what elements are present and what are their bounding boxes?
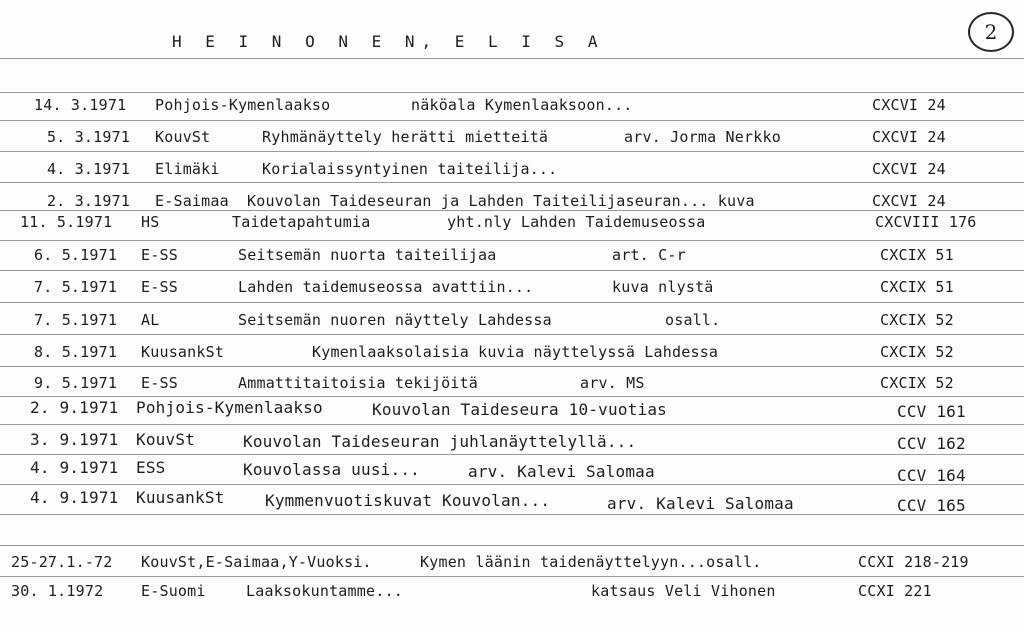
- entry-reference: CXCVIII 176: [875, 213, 977, 231]
- ruled-line: [0, 576, 1024, 577]
- entry-date: 8. 5.1971: [34, 343, 118, 361]
- entry-source: E-SS: [141, 278, 178, 296]
- entry-date: 30. 1.1972: [11, 582, 104, 600]
- entry-title: Ryhmänäyttely herätti mietteitä: [262, 128, 549, 146]
- ruled-line: [0, 334, 1024, 335]
- entry-title: Kymenlaaksolaisia kuvia näyttelyssä Lahdessa: [312, 343, 719, 361]
- entry-reference: CCV 165: [897, 496, 966, 515]
- entry-reference: CXCIX 52: [880, 374, 954, 392]
- entry-title: Kymen läänin taidenäyttelyyn...osall.: [420, 553, 762, 571]
- entry-source: AL: [141, 311, 160, 329]
- entry-source: Pohjois-Kymenlaakso: [155, 96, 331, 114]
- ruled-line: [0, 210, 1024, 211]
- entry-date: 3. 9.1971: [30, 430, 119, 449]
- entry-source: KuusankSt: [136, 488, 225, 507]
- ruled-line: [0, 270, 1024, 271]
- ruled-line: [0, 182, 1024, 183]
- entry-note: yht.nly Lahden Taidemuseossa: [447, 213, 706, 231]
- entry-note: kuva nlystä: [612, 278, 714, 296]
- ruled-line: [0, 424, 1024, 425]
- entry-date: 14. 3.1971: [34, 96, 127, 114]
- entry-title: Kouvolan Taideseuran ja Lahden Taiteilijaseuran... kuva: [247, 192, 755, 210]
- entry-title: Kymmenvuotiskuvat Kouvolan...: [265, 491, 551, 510]
- entry-source: E-SS: [141, 246, 178, 264]
- entry-title: Lahden taidemuseossa avattiin...: [238, 278, 534, 296]
- ruled-line: [0, 514, 1024, 515]
- ruled-line: [0, 396, 1024, 397]
- entry-reference: CXCVI 24: [872, 192, 946, 210]
- ruled-line: [0, 545, 1024, 546]
- ruled-line: [0, 58, 1024, 59]
- entry-reference: CXCIX 51: [880, 278, 954, 296]
- entry-source: E-Saimaa: [155, 192, 229, 210]
- entry-title: näköala Kymenlaaksoon...: [411, 96, 633, 114]
- entry-date: 11. 5.1971: [20, 213, 113, 231]
- ruled-line: [0, 92, 1024, 93]
- entry-reference: CXCIX 52: [880, 343, 954, 361]
- entry-source: KuusankSt: [141, 343, 225, 361]
- entry-date: 9. 5.1971: [34, 374, 118, 392]
- entry-title: Taidetapahtumia: [232, 213, 371, 231]
- entry-date: 4. 9.1971: [30, 458, 119, 477]
- entry-note: arv. Kalevi Salomaa: [468, 462, 655, 481]
- entry-date: 4. 3.1971: [47, 160, 131, 178]
- entry-date: 7. 5.1971: [34, 311, 118, 329]
- entry-reference: CCV 161: [897, 402, 966, 421]
- entry-source: HS: [141, 213, 160, 231]
- entry-title: Laaksokuntamme...: [246, 582, 403, 600]
- entry-reference: CCXI 218-219: [858, 553, 969, 571]
- ruled-line: [0, 366, 1024, 367]
- entry-title: Kouvolan Taideseura 10-vuotias: [372, 400, 667, 419]
- entry-note: katsaus Veli Vihonen: [591, 582, 776, 600]
- entry-note: arv. Jorma Nerkko: [624, 128, 781, 146]
- entry-date: 25-27.1.-72: [11, 553, 113, 571]
- ruled-line: [0, 302, 1024, 303]
- card-title: H E I N O N E N, E L I S A: [172, 32, 605, 51]
- entry-note: art. C-r: [612, 246, 686, 264]
- entry-reference: CXCIX 51: [880, 246, 954, 264]
- entry-reference: CCV 162: [897, 434, 966, 453]
- card-number: 2: [984, 20, 998, 44]
- entry-source: Pohjois-Kymenlaakso: [136, 398, 323, 417]
- entry-title: Kouvolassa uusi...: [243, 460, 420, 479]
- entry-note: osall.: [665, 311, 721, 329]
- entry-title: Kouvolan Taideseuran juhlanäyttelyllä...: [243, 432, 637, 451]
- ruled-line: [0, 151, 1024, 152]
- entry-source: KouvSt: [155, 128, 211, 146]
- entry-note: arv. MS: [580, 374, 645, 392]
- entry-title: Seitsemän nuorta taiteilijaa: [238, 246, 497, 264]
- entry-date: 2. 3.1971: [47, 192, 131, 210]
- entry-reference: CCXI 221: [858, 582, 932, 600]
- entry-source: KouvSt: [136, 430, 195, 449]
- entry-reference: CXCVI 24: [872, 160, 946, 178]
- entry-title: Ammattitaitoisia tekijöitä: [238, 374, 478, 392]
- entry-source: E-Suomi: [141, 582, 206, 600]
- entry-reference: CXCVI 24: [872, 128, 946, 146]
- entry-reference: CCV 164: [897, 466, 966, 485]
- entry-title: Korialaissyntyinen taiteilija...: [262, 160, 558, 178]
- entry-date: 6. 5.1971: [34, 246, 118, 264]
- entry-title: Seitsemän nuoren näyttely Lahdessa: [238, 311, 552, 329]
- entry-date: 5. 3.1971: [47, 128, 131, 146]
- ruled-line: [0, 120, 1024, 121]
- card-number-circle: [968, 12, 1014, 52]
- entry-source: KouvSt,E-Saimaa,Y-Vuoksi.: [141, 553, 372, 571]
- ruled-line: [0, 240, 1024, 241]
- entry-source: ESS: [136, 458, 166, 477]
- entry-reference: CXCVI 24: [872, 96, 946, 114]
- ruled-line: [0, 484, 1024, 485]
- entry-note: arv. Kalevi Salomaa: [607, 494, 794, 513]
- entry-reference: CXCIX 52: [880, 311, 954, 329]
- entry-source: E-SS: [141, 374, 178, 392]
- entry-date: 4. 9.1971: [30, 488, 119, 507]
- entry-date: 7. 5.1971: [34, 278, 118, 296]
- entry-date: 2. 9.1971: [30, 398, 119, 417]
- ruled-line: [0, 454, 1024, 455]
- entry-source: Elimäki: [155, 160, 220, 178]
